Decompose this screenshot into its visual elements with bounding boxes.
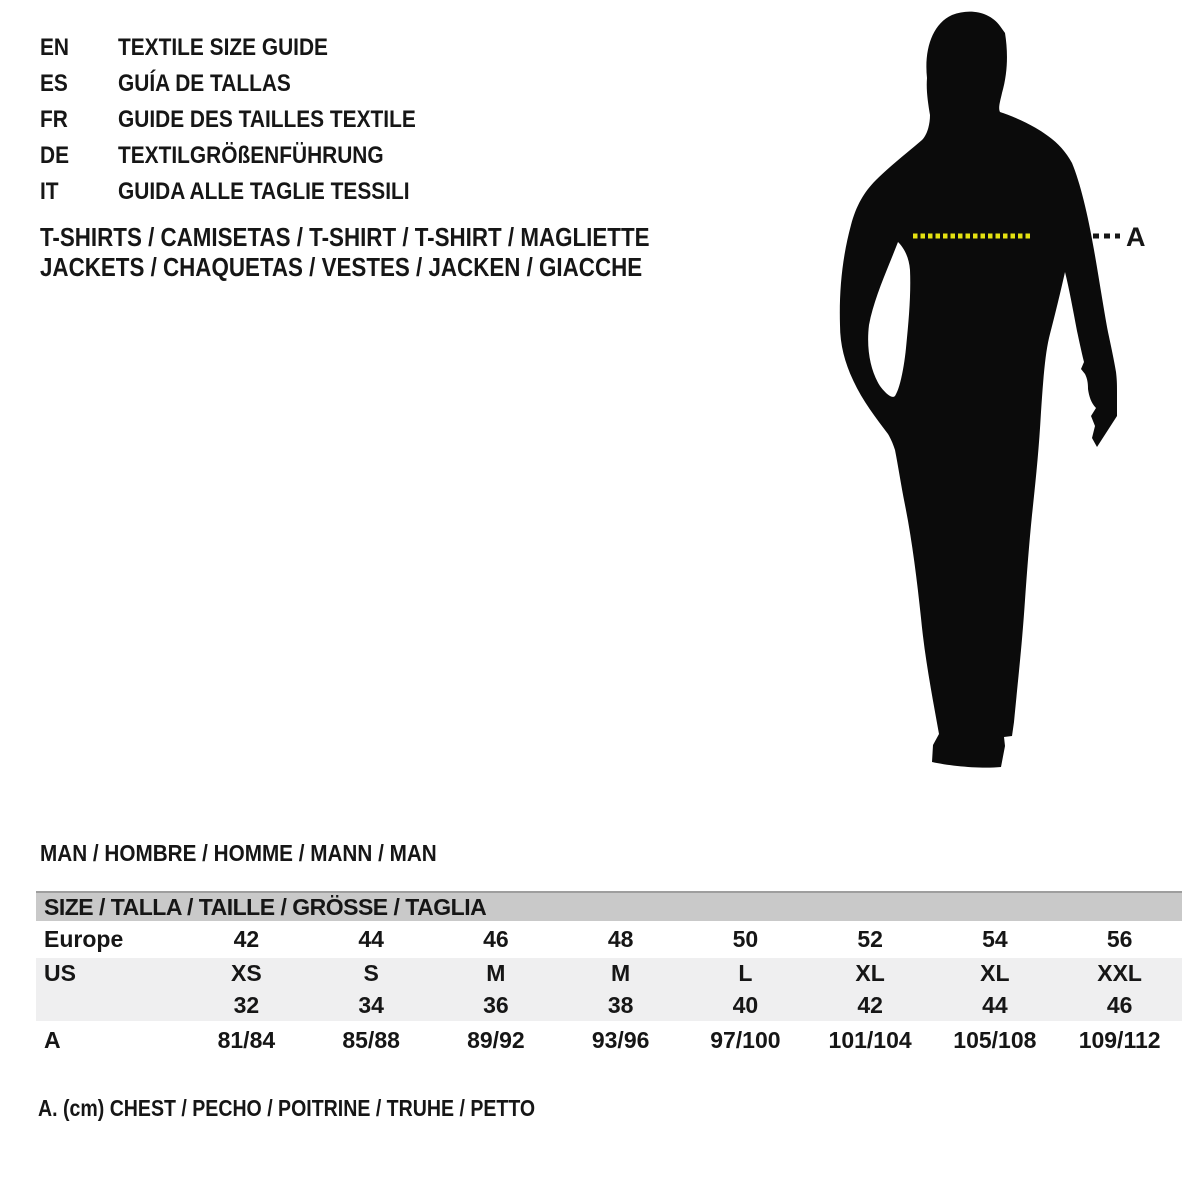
table-cell: 42 <box>233 926 260 952</box>
table-cell: 42 <box>857 992 883 1018</box>
table-cell: S <box>363 960 379 986</box>
man-silhouette-figure <box>820 0 1200 800</box>
language-row-es <box>40 66 460 102</box>
language-code: IT <box>40 178 59 205</box>
size-table-header: SIZE / TALLA / TAILLE / GRÖSSE / TAGLIA <box>36 891 1182 921</box>
category-line-jackets: JACKETS / CHAQUETAS / VESTES / JACKEN / GIACCHE <box>40 252 643 282</box>
man-silhouette-svg <box>820 0 1200 800</box>
table-cell: XL <box>855 960 885 986</box>
language-title-block <box>40 30 460 210</box>
table-row-us <box>36 958 1182 989</box>
table-cell: 56 <box>1106 926 1133 952</box>
table-cell: L <box>738 960 753 986</box>
table-row-chest <box>36 1021 1182 1059</box>
language-label: GUÍA DE TALLAS <box>118 70 291 97</box>
language-code: EN <box>40 34 70 61</box>
table-cell: 105/108 <box>953 1027 1037 1053</box>
chest-marker-label: A <box>1126 222 1146 252</box>
language-code: DE <box>40 142 70 169</box>
language-label: GUIDA ALLE TAGLIE TESSILI <box>118 178 410 205</box>
man-silhouette <box>840 12 1117 768</box>
table-cell: 101/104 <box>828 1027 912 1053</box>
table-cell: 93/96 <box>591 1027 650 1053</box>
table-cell: 46 <box>1106 992 1133 1018</box>
table-cell: 44 <box>358 926 384 952</box>
table-cell: 85/88 <box>342 1027 400 1053</box>
table-cell: XL <box>980 960 1010 986</box>
language-row-it <box>40 174 460 210</box>
table-cell: 40 <box>732 992 759 1018</box>
language-row-de <box>40 138 460 174</box>
table-cell: 50 <box>732 926 759 952</box>
table-cell: 54 <box>982 926 1008 952</box>
table-row-numeric <box>36 989 1182 1021</box>
section-title-man: MAN / HOMBRE / HOMME / MANN / MAN <box>40 840 437 866</box>
table-cell: 81/84 <box>217 1027 276 1053</box>
table-cell: 89/92 <box>467 1027 525 1053</box>
table-cell: XXL <box>1097 960 1142 986</box>
language-row-fr <box>40 102 460 138</box>
table-cell: M <box>486 960 506 986</box>
table-cell: 46 <box>483 926 509 952</box>
language-code: ES <box>40 70 68 97</box>
table-cell: M <box>611 960 631 986</box>
row-label: US <box>44 960 76 986</box>
table-cell: 48 <box>607 926 634 952</box>
language-label: GUIDE DES TAILLES TEXTILE <box>118 106 416 133</box>
category-line-tshirts: T-SHIRTS / CAMISETAS / T-SHIRT / T-SHIRT / MAGLIETTE <box>40 222 650 252</box>
table-row-europe <box>36 921 1182 958</box>
table-cell: 44 <box>982 992 1008 1018</box>
table-cell: 38 <box>607 992 634 1018</box>
language-row-en <box>40 30 460 66</box>
table-cell: 52 <box>857 926 883 952</box>
language-label: TEXTILGRÖßENFÜHRUNG <box>118 142 384 169</box>
language-label: TEXTILE SIZE GUIDE <box>118 34 328 61</box>
table-cell: 36 <box>483 992 509 1018</box>
row-label: A <box>44 1027 61 1053</box>
size-table <box>36 891 1182 1059</box>
measurement-footnote: A. (cm) CHEST / PECHO / POITRINE / TRUHE / PETTO <box>38 1095 536 1121</box>
row-label: Europe <box>44 926 124 952</box>
table-cell: 97/100 <box>710 1027 781 1053</box>
language-code: FR <box>40 106 68 133</box>
table-cell: 34 <box>358 992 384 1018</box>
table-cell: 109/112 <box>1078 1027 1161 1053</box>
product-categories <box>40 222 749 282</box>
row-label <box>36 989 184 1021</box>
table-cell: 32 <box>233 992 260 1018</box>
table-cell: XS <box>231 960 262 986</box>
